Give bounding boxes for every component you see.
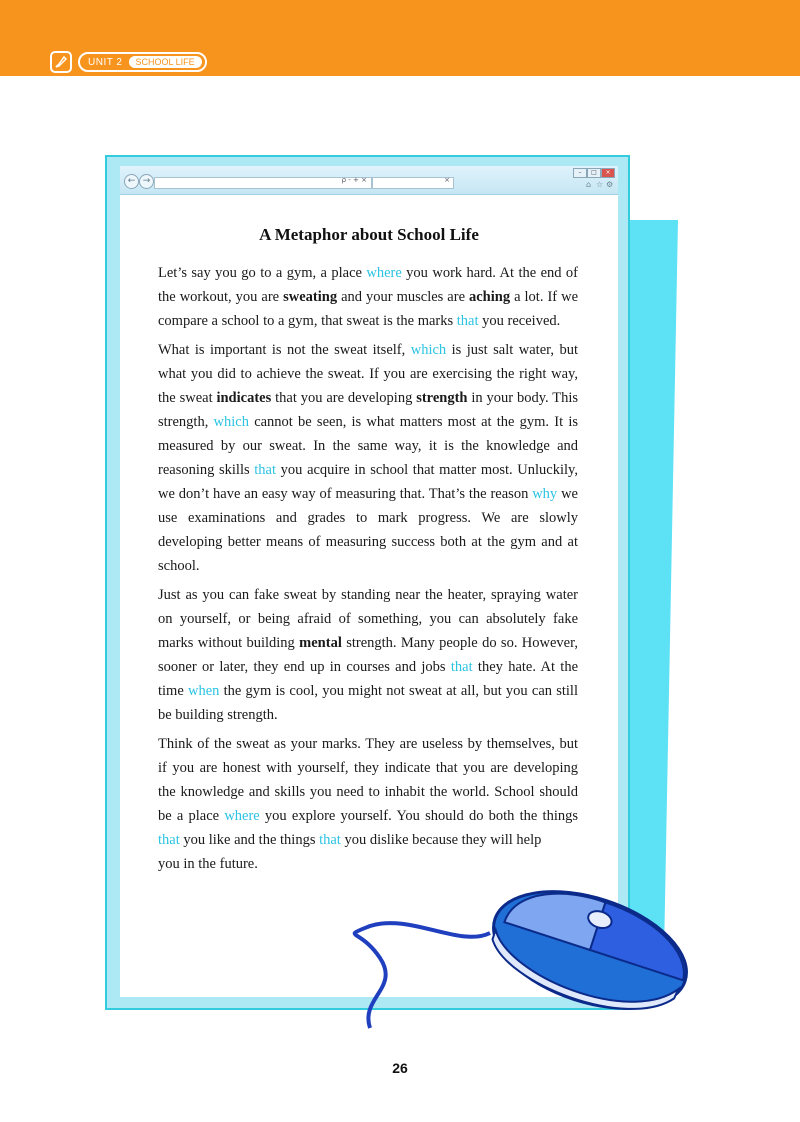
unit-pill (78, 52, 207, 72)
minimize-button[interactable]: – (573, 168, 587, 178)
gear-icon[interactable]: ⚙ (606, 180, 614, 189)
highlighted-word: which (410, 342, 447, 358)
star-icon[interactable]: ☆ (596, 180, 604, 189)
text-run: we use examinations and grades to mark progress. We are slowly developing better means of measuring success both at the gym and at school. (158, 486, 578, 574)
bold-word: aching (469, 289, 511, 305)
text-run: you explore yourself. You should do both the things (259, 808, 578, 824)
bold-word: strength (416, 390, 468, 406)
article-title: A Metaphor about School Life (259, 225, 479, 244)
tab-close-icon[interactable]: × (444, 176, 450, 184)
highlighted-word: when (187, 683, 220, 699)
highlighted-word: which (213, 414, 249, 430)
unit-label: UNIT 2 (88, 56, 123, 68)
maximize-button[interactable]: □ (587, 168, 601, 178)
bold-word: indicates (216, 390, 272, 406)
paragraph (158, 261, 578, 333)
unit-badge (50, 51, 207, 73)
text-run: you acquire in school that matter most. Unluckily, we don’t have an easy way of measuring that. That’s the reason (158, 462, 578, 502)
text-run: What is important is not the sweat itself, (158, 342, 411, 358)
highlighted-word: why (532, 486, 558, 502)
article-page (120, 195, 618, 997)
text-run: strength. Many people do so. However, sooner or later, they end up in courses and jobs (158, 635, 578, 675)
text-run: they hate. At the time (158, 659, 579, 699)
highlighted-word: that (450, 659, 473, 675)
page-number: 26 (392, 1060, 408, 1076)
forward-arrow-icon[interactable]: → (139, 174, 154, 189)
browser-toolbar (120, 166, 618, 195)
address-bar[interactable] (154, 177, 372, 189)
text-run: the gym is cool, you might not sweat at all, but you can still be building strength. (158, 683, 578, 723)
paragraph (158, 338, 578, 578)
bold-word: sweating (283, 289, 338, 305)
highlighted-word: that (456, 313, 479, 329)
browser-tab[interactable] (372, 177, 454, 189)
back-arrow-icon[interactable]: ← (124, 174, 139, 189)
text-run: Let’s say you go to a gym, a place (158, 265, 367, 281)
paragraph (158, 583, 578, 727)
unit-title: SCHOOL LIFE (129, 56, 202, 68)
text-run: you in the future. (158, 856, 258, 872)
address-controls[interactable]: ρ - + × (341, 176, 367, 184)
bold-word: mental (299, 635, 342, 651)
highlighted-word: where (366, 265, 402, 281)
text-run: a lot. If we compare a school to a gym, that sweat is the marks (158, 289, 579, 329)
computer-mouse-icon (340, 878, 700, 1038)
home-icon[interactable]: ⌂ (586, 180, 592, 189)
text-run: in your body. This strength, (158, 390, 579, 430)
text-run: you received. (478, 313, 561, 329)
text-run: Just as you can fake sweat by standing near the heater, spraying water on yourself, or being afraid of something, you can absolutely fake marks without building (158, 587, 578, 651)
highlighted-word: that (254, 462, 277, 478)
article-body (158, 261, 578, 881)
text-run: you work hard. At the end of the workout, you are (158, 265, 578, 305)
highlighted-word: where (224, 808, 260, 824)
text-run: Think of the sweat as your marks. They are useless by themselves, but if you are honest with yourself, they indicate that you are developing the knowledge and skills you need to inhabit the world. School should be a place (158, 736, 578, 824)
text-run: you like and the things (179, 832, 320, 848)
text-run: cannot be seen, is what matters most at the gym. It is measured by our sweat. In the same way, it is the knowledge and reasoning skills (158, 414, 578, 478)
highlighted-word: that (319, 832, 341, 848)
text-run: that you are developing (271, 390, 417, 406)
paragraph (158, 732, 578, 876)
highlighted-word: that (158, 832, 180, 848)
text-run: and your muscles are (337, 289, 469, 305)
close-button[interactable]: × (601, 168, 615, 178)
pen-nib-icon (50, 51, 72, 73)
text-run: is just salt water, but what you did to achieve the sweat. If you are exercising the right way, the sweat (158, 342, 579, 406)
text-run: you dislike because they will help (340, 832, 542, 848)
